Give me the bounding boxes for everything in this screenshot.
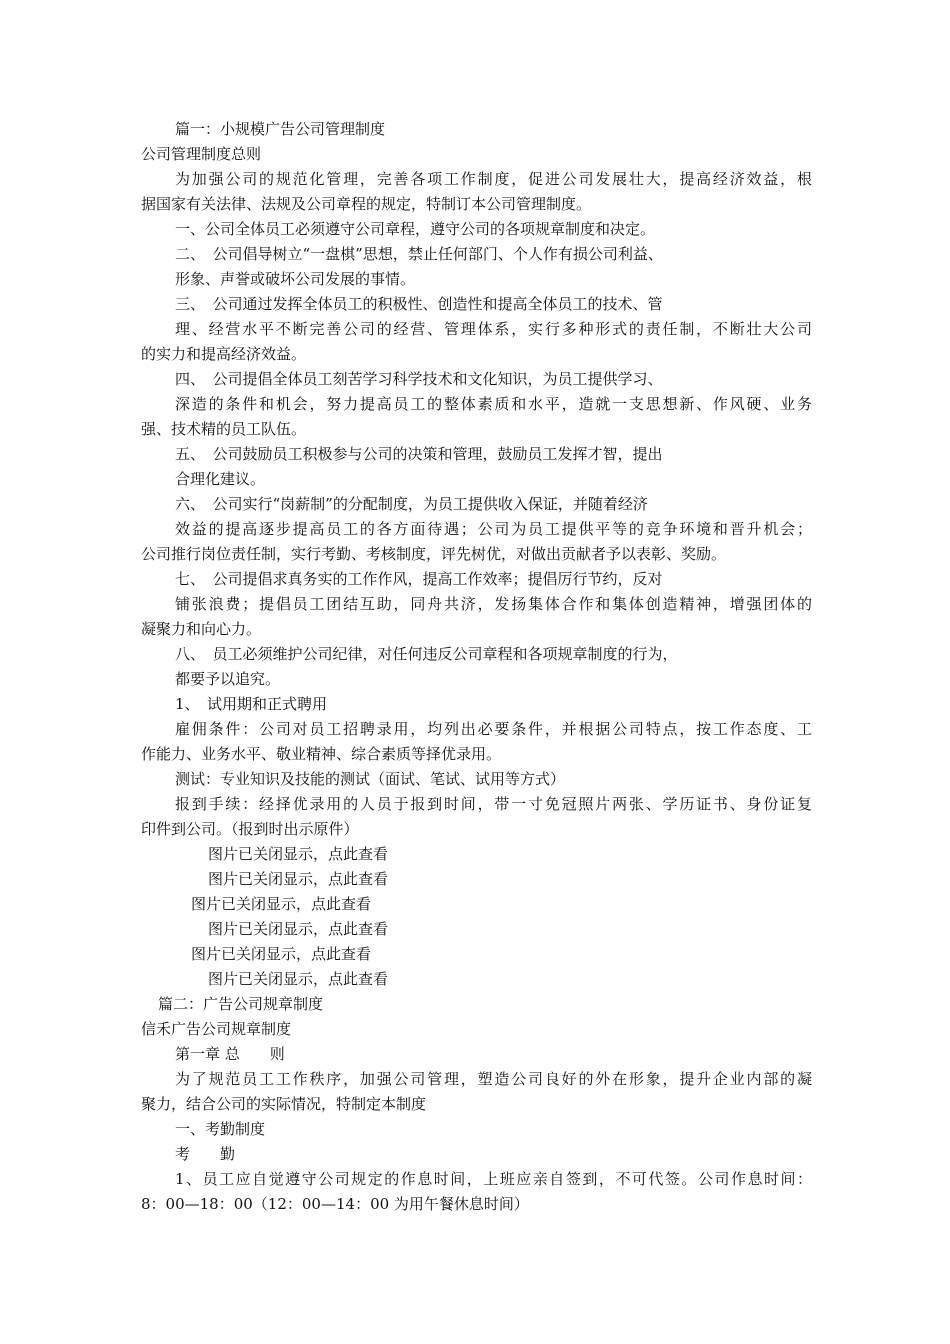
- image-placeholder-link[interactable]: 图片已关闭显示，点此查看: [191, 945, 372, 963]
- report-procedure-line-1: 报到手续：经择优录用的人员于报到时间，带一寸免冠照片两张、学历证书、身份证复: [175, 795, 812, 813]
- attendance-subheading: 考 勤: [175, 1145, 236, 1163]
- image-placeholder-link[interactable]: 图片已关闭显示，点此查看: [208, 970, 389, 988]
- article-5-line-2: 合理化建议。: [175, 470, 266, 488]
- attendance-heading: 一、考勤制度: [175, 1120, 266, 1138]
- testing-line: 测试：专业知识及技能的测试（面试、笔试、试用等方式）: [175, 770, 566, 788]
- article-5-line-1: 五、 公司鼓励员工积极参与公司的决策和管理，鼓励员工发挥才智，提出: [175, 445, 663, 463]
- section-1-title: 篇一：小规模广告公司管理制度: [175, 120, 386, 138]
- section-2-subtitle: 信禾广告公司规章制度: [141, 1020, 292, 1038]
- article-2-line-2: 形象、声誉或破坏公司发展的事情。: [175, 270, 416, 288]
- article-1: 一、公司全体员工必须遵守公司章程，遵守公司的各项规章制度和决定。: [175, 220, 656, 238]
- hiring-conditions-line-1: 雇佣条件：公司对员工招聘录用，均列出必要条件，并根据公司特点，按工作态度、工: [175, 720, 812, 738]
- image-placeholder-link[interactable]: 图片已关闭显示，点此查看: [208, 845, 389, 863]
- article-8-line-1: 八、 员工必须维护公司纪律，对任何违反公司章程和各项规章制度的行为，: [175, 645, 678, 663]
- intro-paragraph-line-1: 为加强公司的规范化管理，完善各项工作制度，促进公司发展壮大，提高经济效益，根: [175, 170, 812, 188]
- chapter-intro-line-1: 为了规范员工工作秩序，加强公司管理，塑造公司良好的外在形象，提升企业内部的凝: [175, 1070, 812, 1088]
- section-2-title: 篇二：广告公司规章制度: [158, 995, 324, 1013]
- rule-1-line-1: 1、员工应自觉遵守公司规定的作息时间，上班应亲自签到，不可代签。公司作息时间：: [175, 1170, 812, 1188]
- article-7-line-3: 凝聚力和向心力。: [141, 620, 262, 638]
- image-placeholder-link[interactable]: 图片已关闭显示，点此查看: [208, 920, 389, 938]
- article-4-line-3: 强、技术精的员工队伍。: [141, 420, 307, 438]
- image-placeholder-link[interactable]: 图片已关闭显示，点此查看: [191, 895, 372, 913]
- article-3-line-3: 的实力和提高经济效益。: [141, 345, 307, 363]
- chapter-1-heading: 第一章 总 则: [175, 1045, 285, 1063]
- image-placeholder-link[interactable]: 图片已关闭显示，点此查看: [208, 870, 389, 888]
- section-1-subtitle: 公司管理制度总则: [141, 145, 262, 163]
- article-7-line-1: 七、 公司提倡求真务实的工作作风，提高工作效率；提倡厉行节约，反对: [175, 570, 663, 588]
- report-procedure-line-2: 印件到公司。（报到时出示原件）: [141, 820, 359, 838]
- item-1-heading: 1、 试用期和正式聘用: [175, 695, 328, 713]
- article-3-line-2: 理、经营水平不断完善公司的经营、管理体系，实行多种形式的责任制，不断壮大公司: [175, 320, 812, 338]
- article-8-line-2: 都要予以追究。: [175, 670, 281, 688]
- article-4-line-2: 深造的条件和机会，努力提高员工的整体素质和水平，造就一支思想新、作风硬、业务: [175, 395, 812, 413]
- article-6-line-1: 六、 公司实行“岗薪制”的分配制度，为员工提供收入保证，并随着经济: [175, 495, 648, 513]
- chapter-intro-line-2: 聚力，结合公司的实际情况，特制定本制度: [141, 1095, 427, 1113]
- article-7-line-2: 铺张浪费；提倡员工团结互助，同舟共济，发扬集体合作和集体创造精神，增强团体的: [175, 595, 812, 613]
- article-3-line-1: 三、 公司通过发挥全体员工的积极性、创造性和提高全体员工的技术、管: [175, 295, 663, 313]
- intro-paragraph-line-2: 据国家有关法律、法规及公司章程的规定，特制订本公司管理制度。: [141, 195, 592, 213]
- article-2-line-1: 二、 公司倡导树立“一盘棋”思想，禁止任何部门、个人作有损公司利益、: [175, 245, 663, 263]
- hiring-conditions-line-2: 作能力、业务水平、敬业精神、综合素质等择优录用。: [141, 745, 502, 763]
- article-6-line-3: 公司推行岗位责任制，实行考勤、考核制度，评先树优，对做出贡献者予以表彰、奖励。: [141, 545, 727, 563]
- article-6-line-2: 效益的提高逐步提高员工的各方面待遇；公司为员工提供平等的竞争环境和晋升机会；: [175, 520, 812, 538]
- rule-1-line-2: 8：00—18：00（12：00—14：00 为用午餐休息时间）: [141, 1195, 529, 1213]
- article-4-line-1: 四、 公司提倡全体员工刻苦学习科学技术和文化知识，为员工提供学习、: [175, 370, 663, 388]
